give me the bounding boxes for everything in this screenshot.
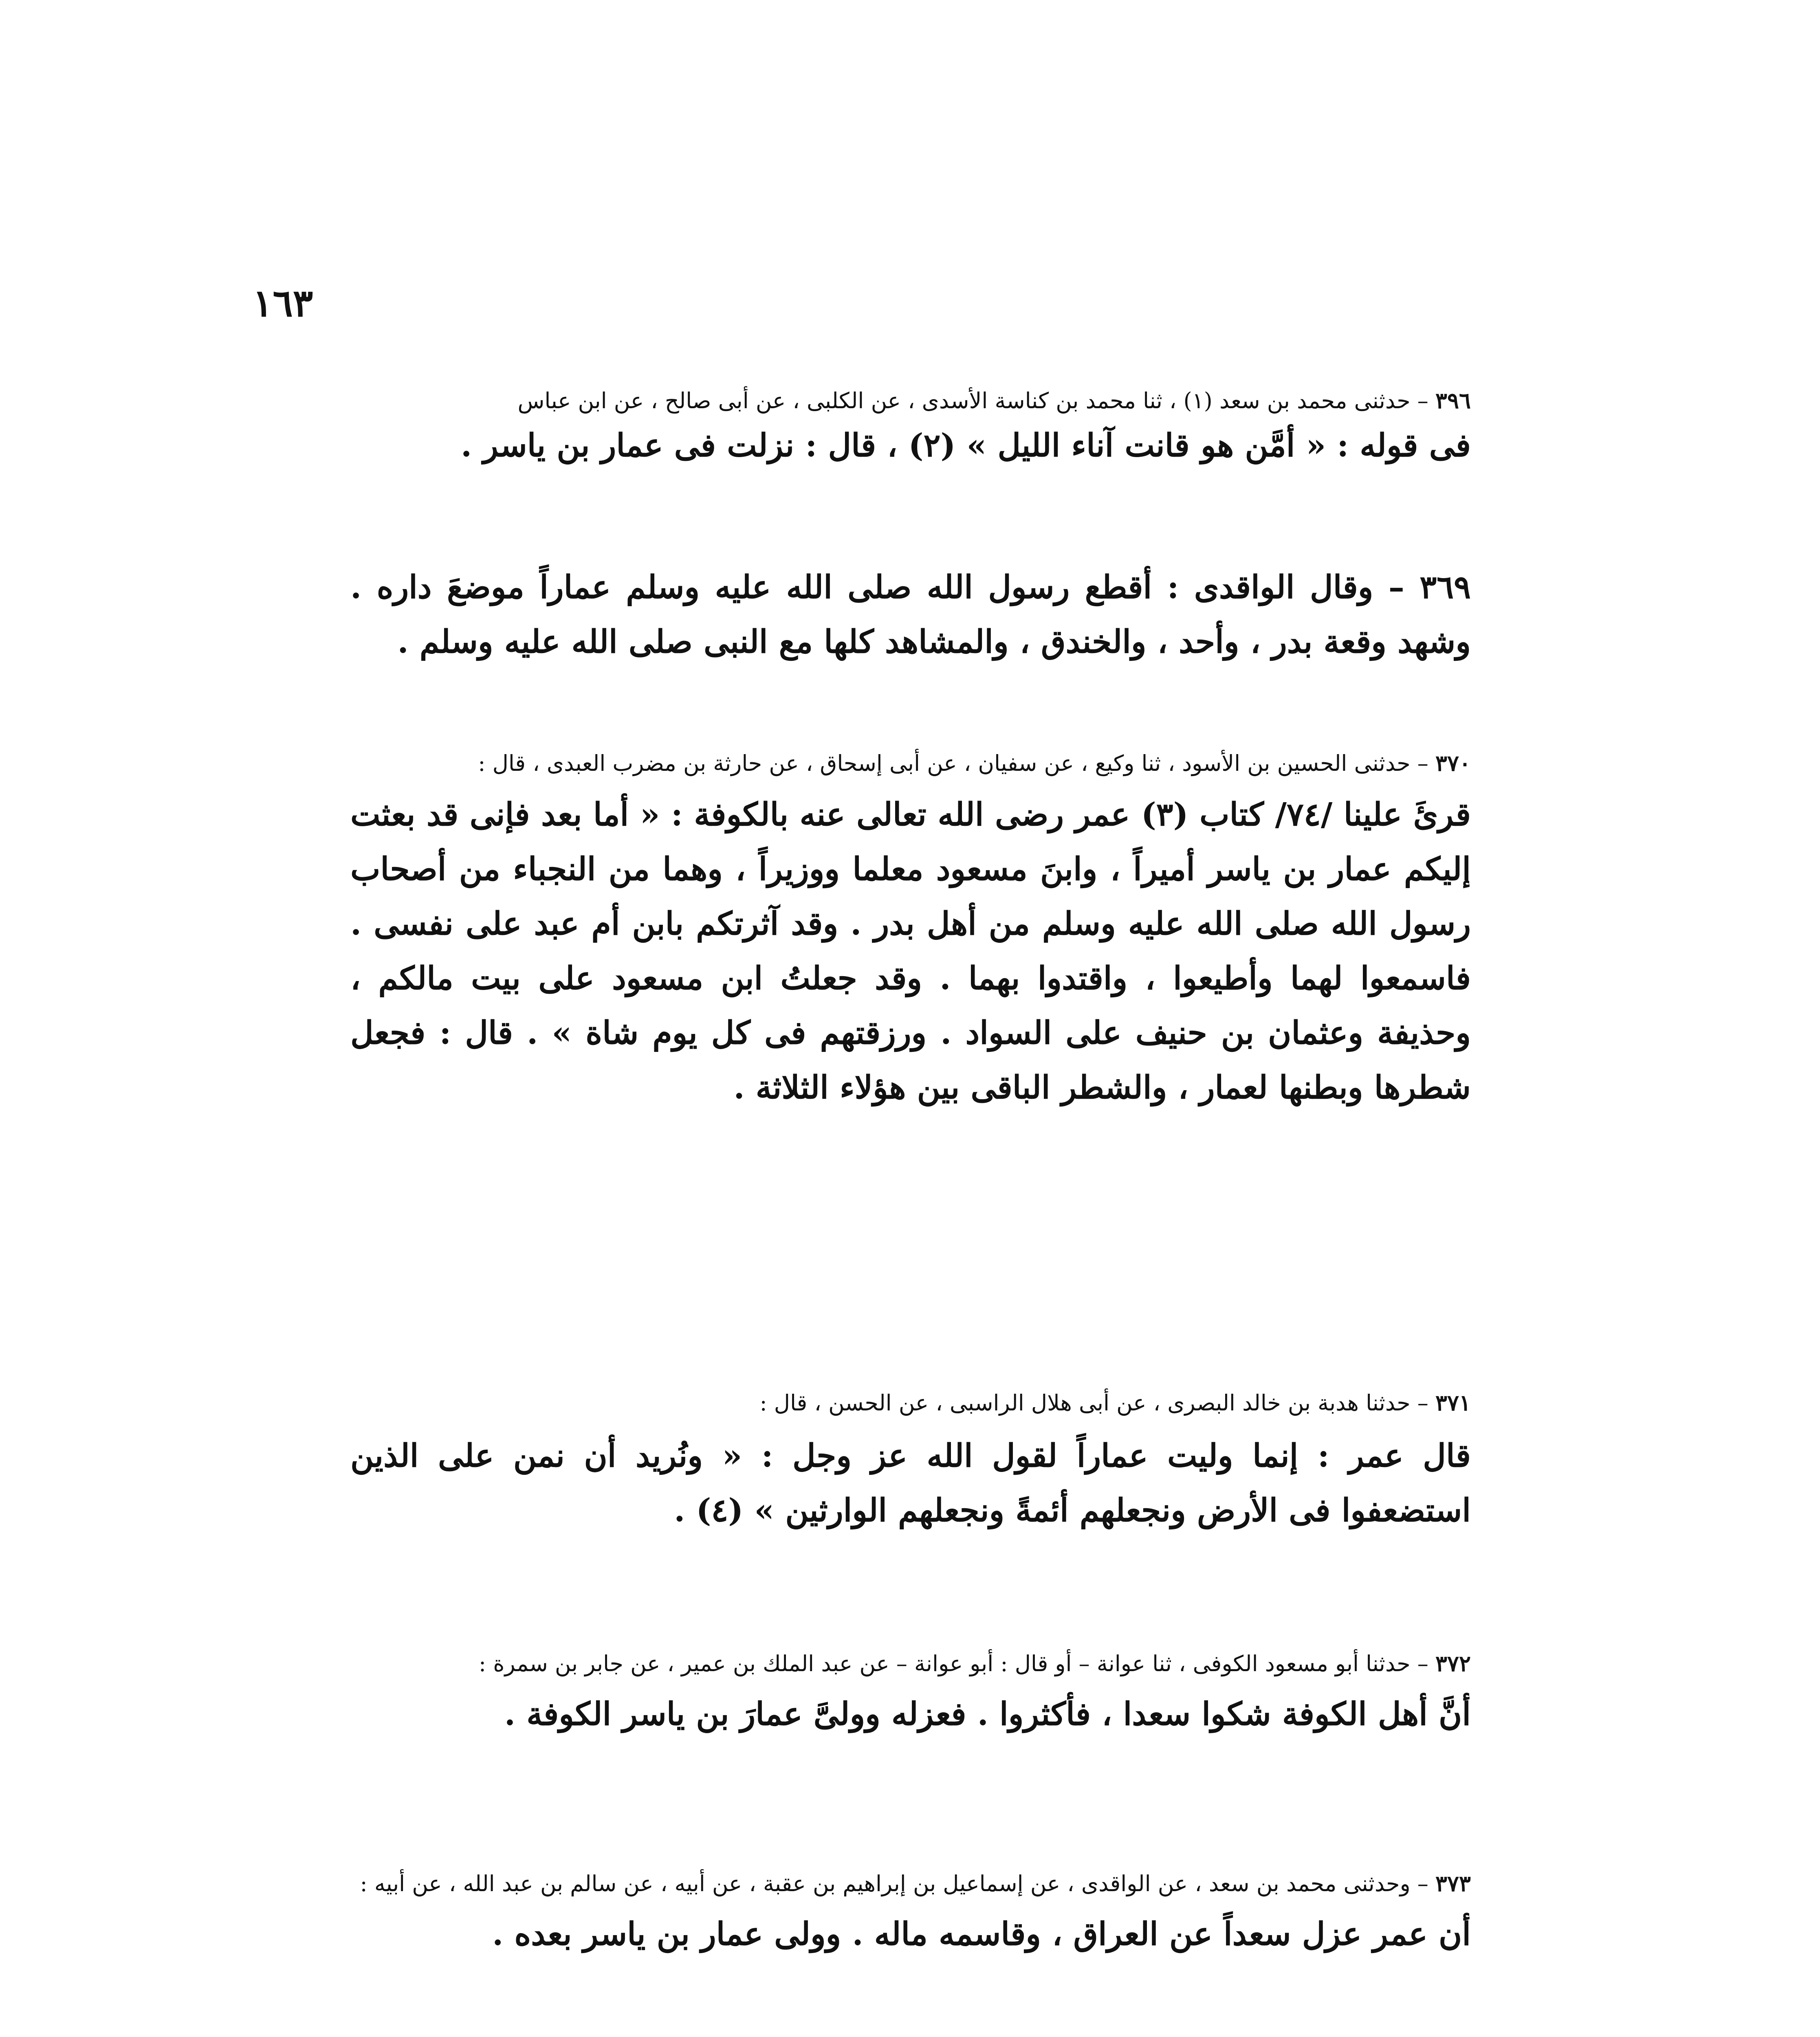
isnad-text: – حدثنى محمد بن سعد (١) ، ثنا محمد بن كناسة الأسدى ، عن الكلبى ، عن أبى صالح ، عن ابن عباس bbox=[517, 388, 1428, 414]
entry-number: ٣٦٩ bbox=[1419, 569, 1471, 606]
entry-text-block bbox=[350, 560, 1471, 669]
entry-number: ٣٧٠ bbox=[1435, 750, 1471, 776]
entry-372 bbox=[350, 1646, 1471, 1742]
entry-isnad bbox=[350, 1646, 1471, 1681]
entry-text: قال عمر : إنما وليت عماراً لقول الله عز وجل : « ونُريد أن نمن على الذين استضعفوا فى الأرض ونجعلهم أئمةً ونجعلهم الوارثين » (٤) . bbox=[350, 1437, 1471, 1529]
isnad-text: – حدثنى الحسين بن الأسود ، ثنا وكيع ، عن سفيان ، عن أبى إسحاق ، عن حارثة بن مضرب العبدى ، قال : bbox=[478, 750, 1428, 776]
entry-number: ٣٧٣ bbox=[1435, 1870, 1471, 1896]
entry-isnad bbox=[350, 746, 1471, 781]
entry-370 bbox=[350, 746, 1471, 1115]
entry-text: أن عمر عزل سعداً عن العراق ، وقاسمه ماله . وولى عمار بن ياسر بعده . bbox=[492, 1916, 1471, 1953]
entry-isnad bbox=[350, 1866, 1471, 1901]
entry-369 bbox=[350, 560, 1471, 669]
isnad-text: – حدثنا هدبة بن خالد البصرى ، عن أبى هلال الراسبى ، عن الحسن ، قال : bbox=[759, 1390, 1428, 1416]
page-number: ١٦٣ bbox=[253, 281, 313, 325]
entry-number: ٣٩٦ bbox=[1435, 387, 1471, 414]
entry-373 bbox=[350, 1866, 1471, 1962]
entry-number: ٣٧٢ bbox=[1435, 1650, 1471, 1676]
entry-371 bbox=[350, 1385, 1471, 1538]
entry-number: ٣٧١ bbox=[1435, 1390, 1471, 1416]
entry-396 bbox=[350, 383, 1471, 473]
entry-text: – وقال الواقدى : أقطع رسول الله صلى الله عليه وسلم عماراً موضعَ داره . وشهد وقعة بدر ، وأحد ، والخندق ، والمشاهد كلها مع النبى صلى الله عليه وسلم . bbox=[350, 569, 1471, 660]
entry-text: أنَّ أهل الكوفة شكوا سعدا ، فأكثروا . فعزله وولىَّ عمارَ بن ياسر الكوفة . bbox=[504, 1696, 1471, 1733]
entry-text: فى قوله : « أمَّن هو قانت آناء الليل » (٢) ، قال : نزلت فى عمار بن ياسر . bbox=[461, 427, 1471, 464]
isnad-text: – وحدثنى محمد بن سعد ، عن الواقدى ، عن إسماعيل بن إبراهيم بن عقبة ، عن أبيه ، عن سالم بن عبد الله ، عن أبيه : bbox=[360, 1871, 1428, 1896]
entry-isnad bbox=[350, 383, 1471, 418]
entry-isnad bbox=[350, 1385, 1471, 1421]
isnad-text: – حدثنا أبو مسعود الكوفى ، ثنا عوانة – أو قال : أبو عوانة – عن عبد الملك بن عمير ، عن جابر بن سمرة : bbox=[478, 1651, 1428, 1676]
entry-text: قرئَ علينا /٧٤/ كتاب (٣) عمر رضى الله تعالى عنه بالكوفة : « أما بعد فإنى قد بعثت إليكم عمار بن ياسر أميراً ، وابنَ مسعود معلما ووزيراً ، وهما من النجباء من أصحاب رسول الله صلى الله عليه وسلم من أهل بدر . وقد آثرتكم بابن أم عبد على نفسى . فاسمعوا لهما وأطيعوا ، واقتدوا بهما . وقد جعلتُ ابن مسعود على بيت مالكم ، وحذيفة وعثمان بن حنيف على السواد . ورزقتهم فى كل يوم شاة » . قال : فجعل شطرها وبطنها لعمار ، والشطر الباقى بين هؤلاء الثلاثة . bbox=[350, 796, 1471, 1106]
